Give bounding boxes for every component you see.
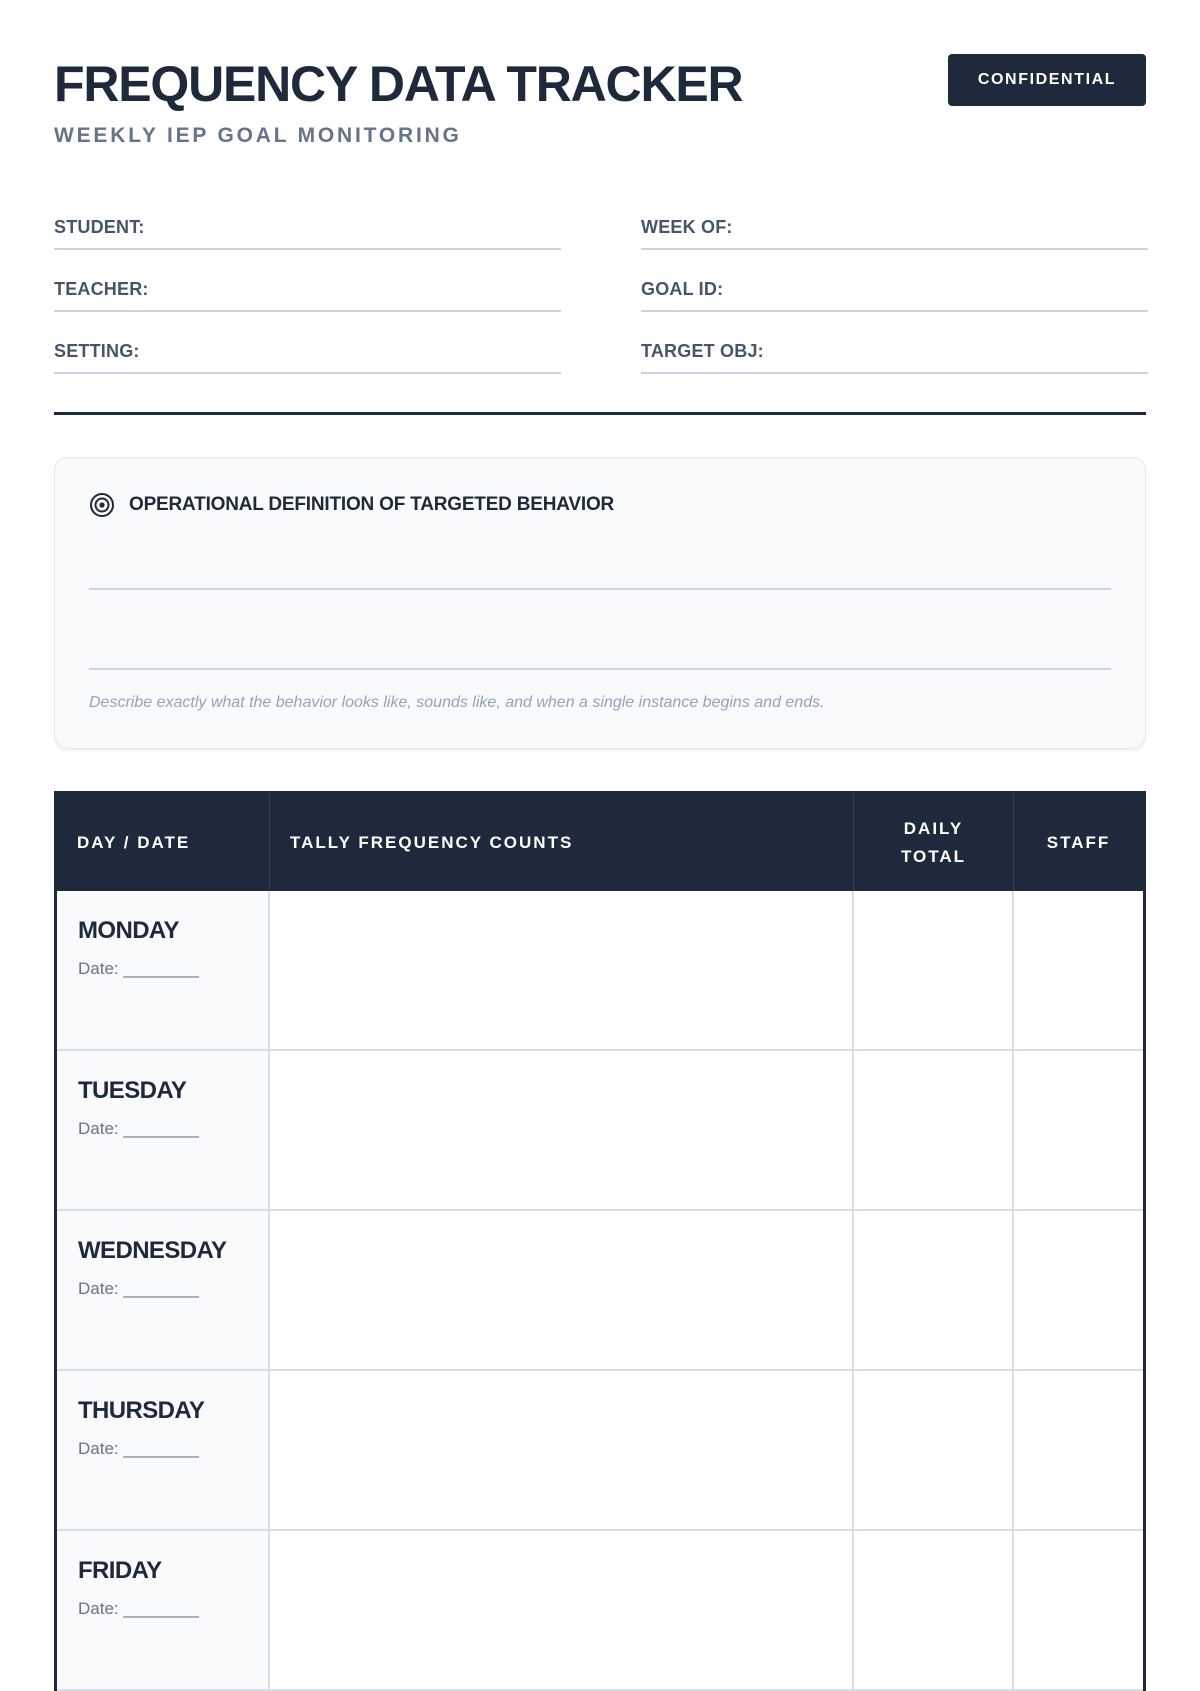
page-subtitle: WEEKLY IEP GOAL MONITORING (54, 124, 462, 147)
staff-cell[interactable] (1014, 891, 1143, 1049)
page-title: FREQUENCY DATA TRACKER (54, 56, 743, 112)
day-cell (57, 1051, 270, 1209)
staff-cell[interactable] (1014, 1051, 1143, 1209)
tally-cell[interactable] (270, 891, 854, 1049)
day-name: TUESDAY (78, 1077, 187, 1104)
staff-cell[interactable] (1014, 1371, 1143, 1529)
table-row-thursday (57, 1371, 1143, 1531)
table-row-monday (57, 891, 1143, 1051)
day-name: WEDNESDAY (78, 1237, 227, 1264)
staff-cell[interactable] (1014, 1211, 1143, 1369)
target-obj-field[interactable] (641, 312, 1148, 374)
table-header (57, 794, 1143, 891)
teacher-field[interactable] (54, 250, 561, 312)
day-name: MONDAY (78, 917, 179, 944)
daily-total-cell[interactable] (854, 1371, 1014, 1529)
header-staff: STAFF (1046, 832, 1111, 852)
setting-label: SETTING: (54, 341, 140, 361)
info-fields (54, 188, 1146, 374)
tally-cell[interactable] (270, 1051, 854, 1209)
date-field[interactable]: Date: ________ (78, 1279, 199, 1298)
date-field[interactable]: Date: ________ (78, 1599, 199, 1618)
definition-header (89, 492, 1111, 518)
daily-total-cell[interactable] (854, 1051, 1014, 1209)
day-cell (57, 1371, 270, 1529)
week-of-label: WEEK OF: (641, 217, 733, 237)
teacher-label: TEACHER: (54, 279, 149, 299)
header (54, 0, 1146, 160)
week-of-field[interactable] (641, 188, 1148, 250)
goal-id-label: GOAL ID: (641, 279, 724, 299)
student-field[interactable] (54, 188, 561, 250)
day-name: THURSDAY (78, 1397, 205, 1424)
tally-cell[interactable] (270, 1531, 854, 1689)
setting-field[interactable] (54, 312, 561, 374)
table-row-wednesday (57, 1211, 1143, 1371)
definition-write-line[interactable] (89, 668, 1111, 670)
table-row-tuesday (57, 1051, 1143, 1211)
day-name: FRIDAY (78, 1557, 162, 1584)
target-obj-label: TARGET OBJ: (641, 341, 764, 361)
tally-cell[interactable] (270, 1371, 854, 1529)
day-cell (57, 1211, 270, 1369)
definition-write-line[interactable] (89, 588, 1111, 590)
staff-cell[interactable] (1014, 1531, 1143, 1689)
header-daily-total (854, 794, 1014, 891)
daily-total-cell[interactable] (854, 891, 1014, 1049)
definition-box (54, 457, 1146, 749)
tally-cell[interactable] (270, 1211, 854, 1369)
header-daily-total-line2: TOTAL (900, 846, 967, 866)
confidential-badge: CONFIDENTIAL (948, 54, 1146, 106)
day-cell (57, 891, 270, 1049)
section-divider (54, 412, 1146, 415)
definition-title: OPERATIONAL DEFINITION OF TARGETED BEHAVIOR (129, 494, 615, 515)
target-icon (89, 492, 115, 518)
header-tally: TALLY FREQUENCY COUNTS (270, 794, 854, 891)
student-label: STUDENT: (54, 217, 145, 237)
date-field[interactable]: Date: ________ (78, 959, 199, 978)
day-cell (57, 1531, 270, 1689)
goal-id-field[interactable] (641, 250, 1148, 312)
header-daily-total-line1: DAILY (903, 818, 964, 838)
daily-total-cell[interactable] (854, 1211, 1014, 1369)
frequency-table (54, 791, 1146, 1691)
date-field[interactable]: Date: ________ (78, 1439, 199, 1458)
definition-hint: Describe exactly what the behavior looks like, sounds like, and when a single instance begins and ends. (89, 694, 825, 711)
table-row-friday (57, 1531, 1143, 1691)
daily-total-cell[interactable] (854, 1531, 1014, 1689)
date-field[interactable]: Date: ________ (78, 1119, 199, 1138)
header-day-date: DAY / DATE (57, 794, 270, 891)
